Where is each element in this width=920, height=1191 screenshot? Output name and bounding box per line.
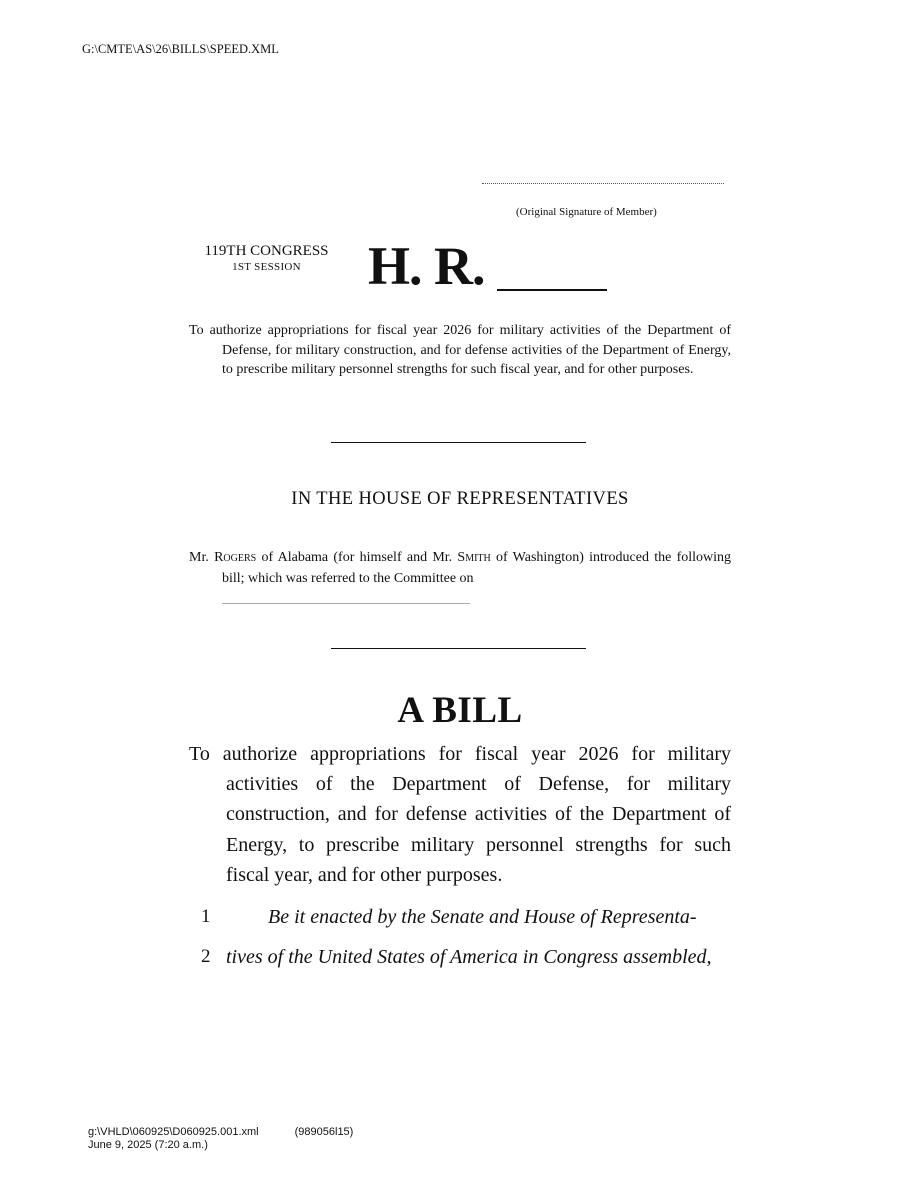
sponsor-middle: of Alabama (for himself and Mr. [261,550,453,565]
long-title: To authorize appropriations for fiscal year 2026 for military activities of the Department of Defense, for military construction, and for defense activities of the Department of Energy, to prescribe military personnel strengths for such fiscal year, and for other purposes. [189,743,731,886]
chamber-heading: IN THE HOUSE OF REPRESENTATIVES [291,489,629,509]
sponsor-prefix: Mr. [189,550,209,565]
enacting-text: Be it enacted by the Senate and House of Representa- [268,906,697,928]
sponsor-name: Rogers [214,550,257,565]
footer [88,1126,353,1152]
cosponsor-name: Smith [457,550,491,565]
footer-file: g:\VHLD\060925\D060925.001.xml [88,1126,259,1138]
file-path: G:\CMTE\AS\26\BILLS\SPEED.XML [82,42,279,56]
footer-code: (989056l15) [294,1126,354,1138]
line-number: 2 [201,946,211,967]
congress-session-block [189,243,344,275]
bill-number: H. R. [368,236,485,296]
footer-date: June 9, 2025 (7:20 a.m.) [88,1139,208,1151]
committee-blank-line [222,603,470,604]
signature-line [482,183,724,184]
enacting-text: tives of the United States of America in Congress assembled, [226,946,712,968]
congress-number: 119TH CONGRESS [204,243,329,259]
sponsor-rest: of Washington) introduced the following bill; which was referred to the Committee on [222,550,732,586]
sponsor-statement [189,548,731,589]
short-description: To authorize appropriations for fiscal year 2026 for military activities of the Department of Defense, for military construction, and for defense activities of the Department of Energy, to prescribe military personnel strengths for such fiscal year, and for other purposes. [189,323,731,378]
divider-rule [331,648,586,649]
session-label: 1ST SESSION [232,261,301,273]
signature-label: (Original Signature of Member) [516,206,657,218]
line-number: 1 [201,906,211,927]
bill-heading: A BILL [397,690,523,731]
bill-number-blank [497,289,607,291]
divider-rule [331,442,586,443]
